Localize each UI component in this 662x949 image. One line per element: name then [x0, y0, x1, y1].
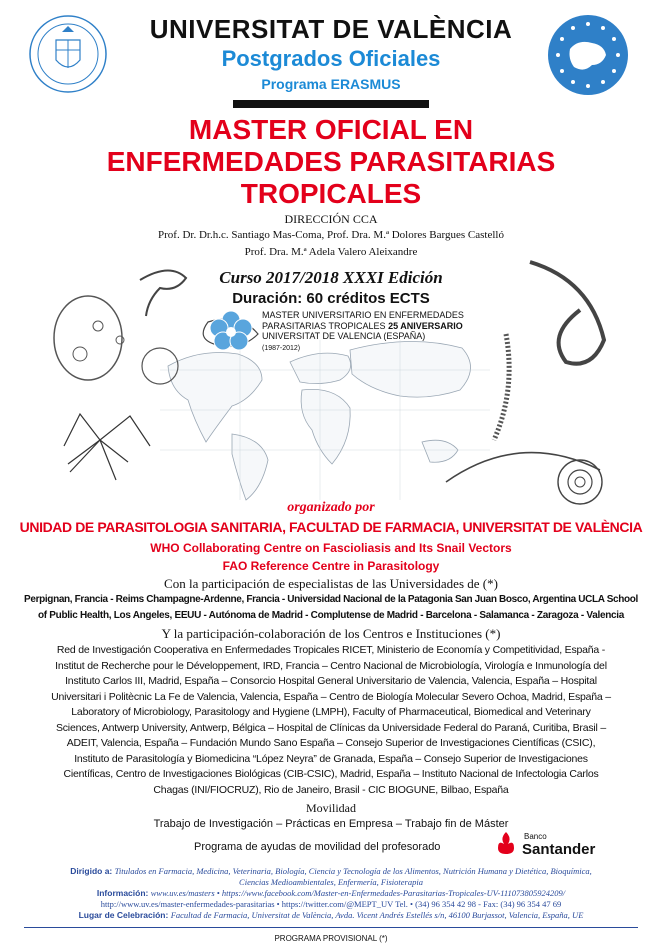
direction-label: DIRECCIÓN CCA	[284, 212, 378, 226]
info-text: www.uv.es/masters • https://www.facebook.com/Master-en-Enfermedades-Parasitarias-Tropicales-UV-111073805924209/	[150, 888, 566, 898]
santander-name: Santander	[522, 841, 596, 858]
info-label: Información:	[96, 888, 149, 898]
header-divider	[233, 100, 429, 108]
anniversary-flower-icon	[206, 310, 256, 354]
postgrados-title: Postgrados Oficiales	[221, 46, 441, 71]
mobility-items: Trabajo de Investigación – Prácticas en Empresa – Trabajo fin de Máster	[153, 818, 509, 830]
master-title-line3: TROPICALES	[240, 178, 422, 209]
anniversary-line2: PARASITARIAS TROPICALES	[262, 320, 386, 331]
centre-line: Red de Investigación Cooperativa en Enfermedades Tropicales RICET, Ministerio de Economía y Competitividad, España -	[56, 644, 606, 656]
centre-line: ADEIT, Valencia, España – Fundación Mundo Sano España – Consejo Superior de Investigaciones Científicas (CSIC),	[66, 737, 596, 749]
santander-small: Banco	[524, 832, 547, 841]
programa-provisional: PROGRAMA PROVISIONAL (*)	[274, 934, 388, 943]
centre-line: Sciences, Antwerp University, Antwerp, Bélgica – Hospital de Clínicas da Universidade Federal do Paraná, Curitiba, Brasil –	[55, 721, 607, 734]
mobility-label: Movilidad	[306, 801, 356, 815]
centre-line: Universitari i Politècnic La Fe de Valencia, Valencia, España – Centro de Biología Molecular Severo Ochoa, Madrid, España –	[51, 690, 611, 703]
master-title-line1: MASTER OFICIAL EN	[188, 114, 474, 145]
anniversary-line1: MASTER UNIVERSITARIO EN ENFERMEDADES	[262, 310, 464, 320]
universities-line2: of Public Health, Los Angeles, EEUU - Autónoma de Madrid - Complutense de Madrid - Barcelona - Salamanca - Zaragoza - Valencia	[37, 610, 625, 621]
centre-line: Instituto de Parasitología y Biomedicina “López Neyra” de Granada, España – Consejo Superior de Investigaciones	[74, 752, 588, 765]
dirigido-label: Dirigido a:	[70, 866, 113, 876]
centre-line: Chagas (INI/FIOCRUZ), Rio de Janeiro, Brasil - CIC BIOGUNE, Bilbao, España	[153, 783, 509, 796]
centre-line: Científicas, Centro de Investigaciones Biológicas (CIB-CSIC), Madrid, España – Instituto Nacional de Infectologia Carlos	[63, 768, 599, 780]
centre-line: Laboratory of Microbiology, Parasitology and Hygiene (LMPH), Faculty of Pharmaceutical, Biomedical and Veterinary	[71, 706, 591, 718]
master-title-line2: ENFERMEDADES PARASITARIAS	[106, 146, 556, 177]
lugar-text: Facultad de Farmacia, Universitat de València, Avda. Vicent Andrés Estellés s/n, 46100 Burjassot, Valencia, España, UE	[170, 910, 584, 920]
programa-erasmus: Programa ERASMUS	[261, 76, 401, 92]
dirigido-text: Titulados en Farmacia, Medicina, Veterinaria, Biología, Ciencia y Tecnología de los Alimentos, Nutrición Humana y Dietética, Bioquímica,	[114, 866, 592, 876]
universities-line1: Perpignan, Francia - Reims Champagne-Ardenne, Francia - Universidad Nacional de la Patagonia San Juan Bosco, Argentina UCLA School	[24, 594, 638, 605]
anniversary-years: (1987-2012)	[262, 345, 301, 352]
centres-intro: Y la participación-colaboración de los Centros e Instituciones (*)	[161, 626, 501, 641]
anniversary-bold: 25 ANIVERSARIO	[388, 320, 463, 331]
who-centre: WHO Collaborating Centre on Fascioliasis and Its Snail Vectors	[150, 541, 512, 555]
parasite-illustrations	[0, 250, 662, 510]
organizer-unit: UNIDAD DE PARASITOLOGIA SANITARIA, FACULTAD DE FARMACIA, UNIVERSITAT DE VALÈNCIA	[19, 519, 643, 535]
course-duration: Duración: 60 créditos ECTS	[232, 290, 430, 307]
direction-line2: Prof. Dra. M.ª Adela Valero Aleixandre	[244, 246, 418, 258]
university-name: UNIVERSITAT DE VALÈNCIA	[149, 14, 513, 44]
mobility-grants: Programa de ayudas de movilidad del profesorado	[194, 841, 441, 853]
centre-line: Institut de Recherche pour le Développement, IRD, Francia – Centro Nacional de Microbiología, Virología e Inmunología del	[55, 659, 607, 672]
centre-line: Instituto Carlos III, Madrid, España – Consorcio Hospital General Universitario de Valencia, Valencia, España – Hospital	[65, 675, 597, 687]
footer-divider	[24, 927, 638, 928]
anniversary-line3: UNIVERSITAT DE VALENCIA (ESPAÑA)	[262, 331, 426, 341]
world-map-icon	[168, 341, 471, 500]
info-text2: http://www.uv.es/master-enfermedades-parasitarias • https://twitter.com/@MEPT_UV Tel. • (34) 96 354 42 98 - Fax: (34) 96 354 47 69	[100, 899, 562, 909]
course-edition: Curso 2017/2018 XXXI Edición	[219, 268, 443, 287]
direction-line1: Prof. Dr. Dr.h.c. Santiago Mas-Coma, Prof. Dra. M.ª Dolores Bargues Castelló	[158, 229, 504, 241]
dirigido-text2: Ciencias Medioambientales, Enfermería, Fisioterapia	[239, 877, 423, 887]
santander-flame-icon	[494, 830, 518, 856]
universities-intro: Con la participación de especialistas de las Universidades de (*)	[164, 576, 498, 591]
lugar-label: Lugar de Celebración:	[78, 910, 169, 920]
centres-list	[0, 643, 662, 798]
organized-label: organizado por	[287, 500, 375, 515]
fao-centre: FAO Reference Centre in Parasitology	[222, 559, 440, 573]
footer	[0, 866, 662, 921]
